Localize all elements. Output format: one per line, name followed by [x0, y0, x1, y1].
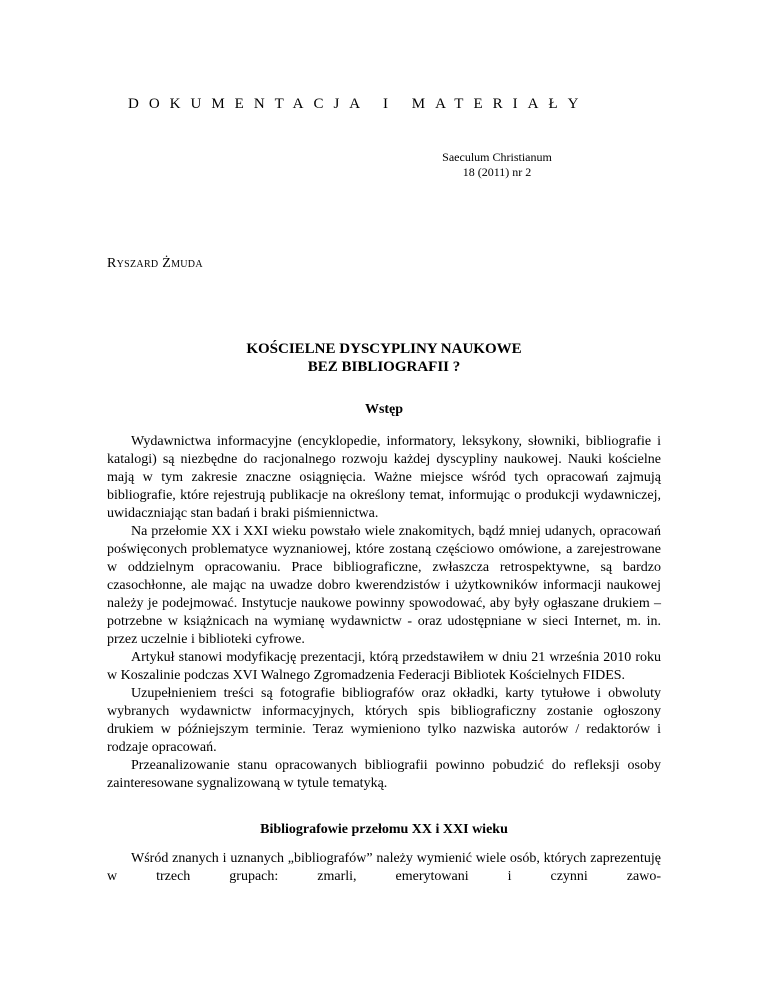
journal-name: Saeculum Christianum	[442, 150, 552, 164]
paragraph: Na przełomie XX i XXI wieku powstało wiele znakomitych, bądź mniej udanych, opracowań poświęconych problematyce wyznaniowej, które zostaną częściowo omówione, a zarejestrowane w oddzielnym opracowaniu. Prace bibliograficzne, zwłaszcza retrospektywne, są bardzo czasochłonne, ale mając na uwadze dobro kwerendzistów i użytkowników informacji naukowej należy je podejmować. Instytucje naukowe powinny spowodować, aby były ogłaszane drukiem – potrzebne w książnicach na wymianę wydawnictw - oraz udostępniane w sieci Internet, m. in. przez uczelnie i biblioteki cyfrowe.	[107, 524, 661, 647]
paragraph: Wśród znanych i uznanych „bibliografów” należy wymienić wiele osób, których zaprezentuję w trzech grupach: zmarli, emerytowani i czynni zawo-	[107, 851, 661, 884]
section-body	[107, 850, 661, 886]
journal-issue: 18 (2011) nr 2	[462, 165, 532, 179]
title-line-2: BEZ BIBLIOGRAFII ?	[307, 359, 461, 375]
paragraph: Uzupełnieniem treści są fotografie bibliografów oraz okładki, karty tytułowe i obwoluty wybranych wydawnictw informacyjnych, których spis bibliograficzny zostanie ogłoszony drukiem w późniejszym terminie. Teraz wymieniono tylko nazwiska autorów / redaktorów i rodzaje opracowań.	[107, 686, 661, 755]
section-heading: Bibliografowie przełomu XX i XXI wieku	[260, 822, 508, 837]
article-title	[107, 340, 661, 376]
intro-heading: Wstęp	[364, 402, 404, 417]
intro-body	[107, 433, 661, 793]
paragraph: Artykuł stanowi modyfikację prezentacji, którą przedstawiłem w dniu 21 września 2010 roku w Koszalinie podczas XVI Walnego Zgromadzenia Federacji Bibliotek Kościelnych FIDES.	[107, 650, 661, 683]
paragraph: Przeanalizowanie stanu opracowanych bibliografii powinno pobudzić do refleksji osoby zainteresowane sygnalizowaną w tytule tematyką.	[107, 758, 661, 791]
title-line-1: KOŚCIELNE DYSCYPLINY NAUKOWE	[246, 341, 522, 357]
paragraph: Wydawnictwa informacyjne (encyklopedie, informatory, leksykony, słowniki, bibliografie i katalogi) są niezbędne do racjonalnego rozwoju każdej dyscypliny naukowej. Nauki kościelne mają w tym zakresie znaczne osiągnięcia. Ważne miejsce wśród tych opracowań zajmują bibliografie, które rejestrują publikacje na określony temat, informując o produkcji wydawniczej, uwidaczniając stan badań i braki piśmiennictwa.	[107, 434, 661, 521]
journal-info	[412, 150, 582, 180]
section-label: DOKUMENTACJA I MATERIAŁY	[128, 96, 589, 112]
author-name: Ryszard Żmuda	[107, 256, 203, 271]
